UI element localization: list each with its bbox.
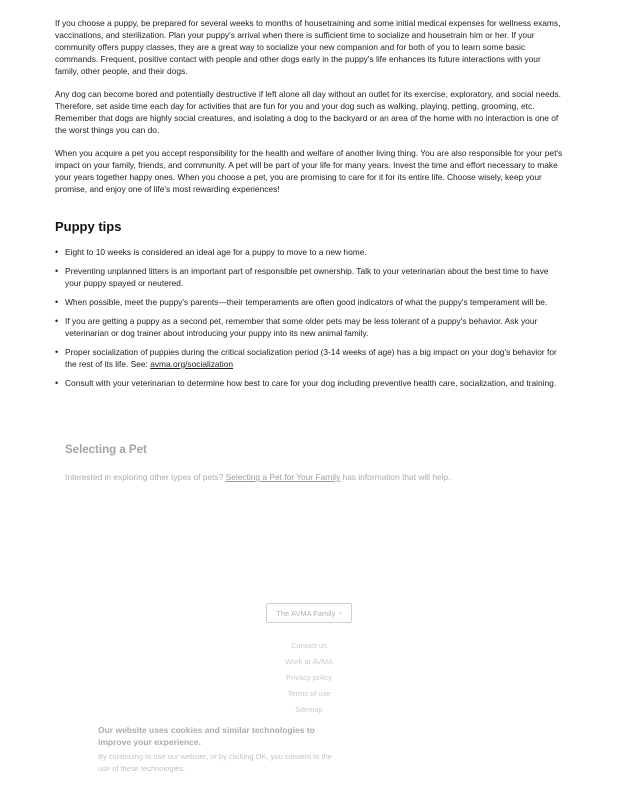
intro-paragraph: If you choose a puppy, be prepared for several weeks to months of housetraining and some initial medical expenses for wellness exams, vaccinations, and sterilization. Plan your puppy's arrival when there is sufficient time to socialize and housetrain him or her. If your community offers puppy classes, they are a great way to socialize your new companion and for both of you to learn some basic commands. Frequent, positive contact with people and other dogs early in the puppy's life enhances its future interactions with your family, other people, and their dogs. xyxy=(55,18,561,76)
intro-paragraph: When you acquire a pet you accept responsibility for the health and welfare of another living thing. You are also responsible for your pet's impact on your family, friends, and community. A pet will be part of your life for many years. Invest the time and effort necessary to make your years together happy ones. When you choose a pet, you are promising to care for it for its entire life. Choose wisely, keep your promise, and enjoy one of life's most rewarding experiences! xyxy=(55,148,563,194)
footer-link-terms[interactable]: Terms of use xyxy=(287,689,331,698)
selecting-pet-text-before: Interested in exploring other types of pets? xyxy=(65,472,226,482)
selecting-pet-link[interactable]: Selecting a Pet for Your Family xyxy=(225,472,341,482)
cookie-title: Our website uses cookies and similar technologies to improve your experience. xyxy=(98,725,315,747)
article-content xyxy=(55,17,563,396)
selecting-pet-text-after: has information that will help. xyxy=(340,472,451,482)
avma-family-button[interactable] xyxy=(266,603,352,623)
cookie-banner xyxy=(98,724,338,775)
tip-item xyxy=(55,346,563,370)
tip-item-text: Proper socialization of puppies during the critical socialization period (3-14 weeks of age) has a big impact on your dog's behavior for the rest of its life. See: xyxy=(65,347,557,369)
tip-item: • Eight to 10 weeks is considered an ideal age for a puppy to move to a new home. xyxy=(55,246,563,258)
tip-item: • Preventing unplanned litters is an important part of responsible pet ownership. Talk to your veterinarian about the best time to have your puppy spayed or neutered. xyxy=(55,265,563,289)
footer-link-sitemap[interactable]: Sitemap xyxy=(295,705,323,714)
selecting-pet-title: Selecting a Pet xyxy=(65,444,147,456)
chevron-right-icon: › xyxy=(339,609,342,617)
tip-item: • When possible, meet the puppy's parents—their temperaments are often good indicators of what the puppy's temperament will be. xyxy=(55,296,563,308)
puppy-tips-heading: Puppy tips xyxy=(55,219,122,234)
footer-link-contact[interactable]: Contact us xyxy=(291,641,327,650)
selecting-pet-text xyxy=(65,471,545,483)
footer-links xyxy=(0,638,618,718)
socialization-link[interactable]: avma.org/socialization xyxy=(150,359,234,369)
tip-item: • If you are getting a puppy as a second pet, remember that some older pets may be less tolerant of a puppy's behavior. Ask your veterinarian or dog trainer about introducing your puppy into its new animal family. xyxy=(55,315,563,339)
intro-paragraph: Any dog can become bored and potentially destructive if left alone all day without an outlet for its exercise, exploratory, and social needs. Therefore, set aside time each day for activities that are fun for you and your dog such as walking, playing, petting, grooming, etc. Remember that dogs are highly social creatures, and isolating a dog to the backyard or an area of the home with no interaction is one of the worst things you can do. xyxy=(55,89,561,135)
footer-link-work[interactable]: Work at AVMA xyxy=(284,657,334,666)
footer-link-privacy[interactable]: Privacy policy xyxy=(286,673,332,682)
tip-item: • Consult with your veterinarian to determine how best to care for your dog including preventive health care, socialization, and training. xyxy=(55,377,563,389)
puppy-tips-list xyxy=(55,246,563,389)
cookie-body: By continuing to use our website, or by clicking OK, you consent to the use of these technologies. xyxy=(98,752,332,773)
selecting-pet-card xyxy=(65,444,545,483)
avma-family-label: The AVMA Family xyxy=(276,608,336,618)
